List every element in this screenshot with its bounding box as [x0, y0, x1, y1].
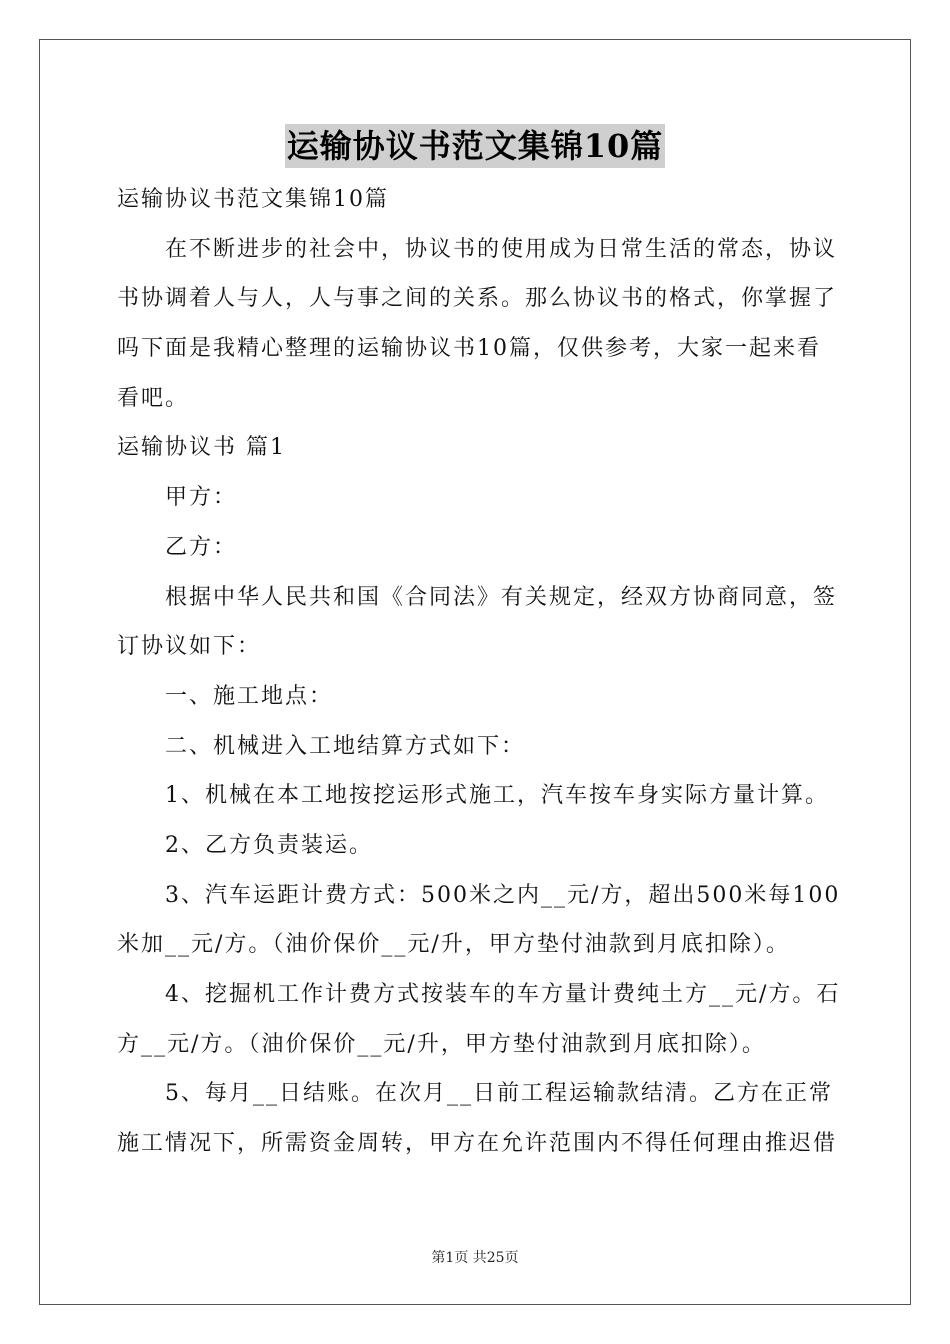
- section-heading: 运输协议书 篇1: [117, 435, 286, 460]
- item-2-line: 2、乙方负责装运。: [165, 833, 373, 858]
- party-a-line: 甲方：: [165, 485, 238, 510]
- intro-paragraph-line-2: 书协调着人与人，人与事之间的关系。那么协议书的格式，你掌握了: [117, 286, 838, 311]
- agreement-basis-line-1: 根据中华人民共和国《合同法》有关规定，经双方协商同意，签: [165, 585, 838, 610]
- item-4-line-2: 方__元/方。（油价保价__元/升，甲方垫付油款到月底扣除）。: [117, 1032, 766, 1057]
- document-title: 运输协议书范文集锦10篇: [285, 124, 666, 168]
- item-4-line-1: 4、挖掘机工作计费方式按装车的车方量计费纯土方__元/方。石: [165, 982, 841, 1007]
- item-3-line-1: 3、汽车运距计费方式：500米之内__元/方，超出500米每100: [165, 883, 841, 908]
- page-border: [39, 39, 911, 1305]
- item-3-line-2: 米加__元/方。（油价保价__元/升，甲方垫付油款到月底扣除）。: [117, 932, 790, 957]
- clause-2-line: 二、机械进入工地结算方式如下：: [165, 734, 526, 759]
- party-b-line: 乙方：: [165, 535, 238, 560]
- clause-1-line: 一、施工地点：: [165, 684, 334, 709]
- title-container: [0, 124, 950, 168]
- intro-paragraph-line-4: 看吧。: [117, 386, 190, 411]
- agreement-basis-line-2: 订协议如下：: [117, 634, 262, 659]
- intro-paragraph-line-3: 吗下面是我精心整理的运输协议书10篇，仅供参考，大家一起来看: [117, 336, 821, 361]
- intro-paragraph-line-1: 在不断进步的社会中，协议书的使用成为日常生活的常态，协议: [165, 237, 838, 262]
- item-1-line: 1、机械在本工地按挖运形式施工，汽车按车身实际方量计算。: [165, 783, 829, 808]
- page-number-footer: 第1页 共25页: [431, 1250, 519, 1266]
- subtitle-line: 运输协议书范文集锦10篇: [117, 187, 389, 212]
- item-5-line-2: 施工情况下，所需资金周转，甲方在允许范围内不得任何理由推迟借: [117, 1131, 838, 1156]
- item-5-line-1: 5、每月__日结账。在次月__日前工程运输款结清。乙方在正常: [165, 1081, 833, 1106]
